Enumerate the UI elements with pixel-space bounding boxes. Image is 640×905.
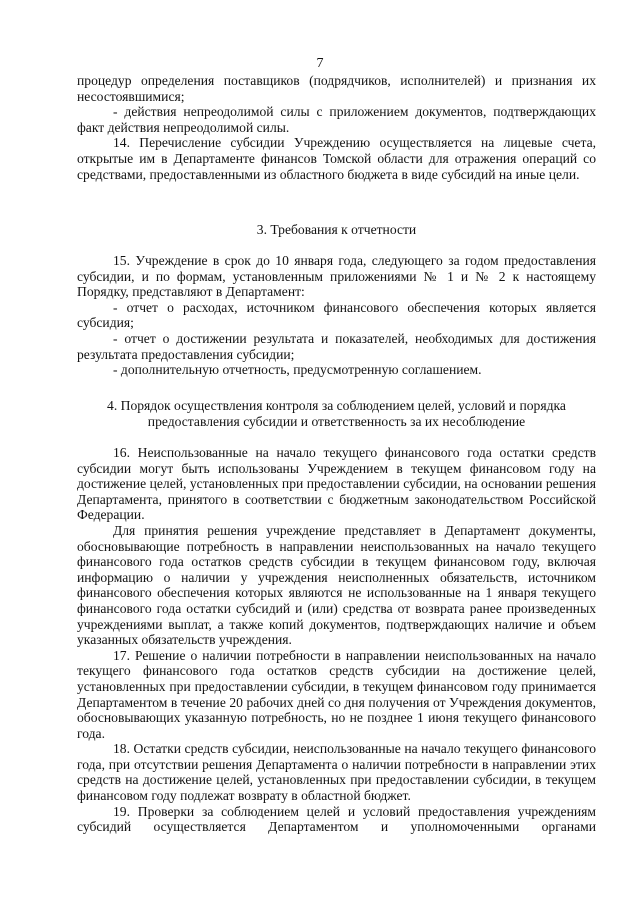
section-heading-3: 3. Требования к отчетности bbox=[256, 222, 417, 237]
paragraph: - действия непреодолимой силы с приложением документов, подтверждающих факт действия непреодолимой силы. bbox=[77, 104, 596, 135]
paragraph: 17. Решение о наличии потребности в направлении неиспользованных на начало текущего финансового года остатков средств субсидии на достижение целей, установленных при предоставлении субсидии, в текущем финансовом году принимается Департаментом в течение 20 рабочих дней со дня получения от Учреждения документов, обосновывающих указанную потребность, но не позднее 1 июня текущего финансового года. bbox=[77, 647, 596, 741]
text-block-2 bbox=[77, 253, 596, 378]
paragraph: - отчет о достижении результата и показателей, необходимых для достижения результата предоставления субсидии; bbox=[77, 330, 596, 362]
paragraph: - отчет о расходах, источником финансового обеспечения которых является субсидия; bbox=[77, 299, 596, 331]
paragraph: 14. Перечисление субсидии Учреждению осуществляется на лицевые счета, открытые им в Департаменте финансов Томской области для отражения операций со средствами, предоставленными из областного бюджета в виде субсидий на иные цели. bbox=[77, 135, 596, 182]
paragraph: 19. Проверки за соблюдением целей и условий предоставления учреждениям субсидий осуществляется Департаментом и уполномоченными органами bbox=[77, 803, 596, 835]
text-block-1 bbox=[77, 73, 596, 182]
text-block-3 bbox=[77, 445, 596, 835]
paragraph: 18. Остатки средств субсидии, неиспользованные на начало текущего финансового года, при отсутствии решения Департамента о наличии потребности в направлении этих средств на достижение целей, установленных при предоставлении субсидии, в текущем финансовом году подлежат возврату в областной бюджет. bbox=[77, 741, 596, 804]
paragraph: 15. Учреждение в срок до 10 января года, следующего за годом предоставления субсидии, и по формам, установленным приложениями № 1 и № 2 к настоящему Порядку, представляют в Департамент: bbox=[77, 253, 596, 300]
paragraph: 16. Неиспользованные на начало текущего финансового года остатки средств субсидии могут быть использованы Учреждением в текущем финансовом году на достижение целей, установленных при предоставлении субсидии, на основании решения Департамента, принятого в соответствии с бюджетным законодательством Российской Федерации. bbox=[77, 445, 596, 523]
paragraph: процедур определения поставщиков (подрядчиков, исполнителей) и признания их несостоявшимися; bbox=[77, 73, 596, 104]
page-number: 7 bbox=[316, 56, 324, 71]
paragraph: Для принятия решения учреждение представляет в Департамент документы, обосновывающие потребность в направлении неиспользованных на начало текущего финансового года остатков средств субсидии в текущем финансовом году, включая информацию о наличии у учреждения неисполненных обязательств, источником финансового обеспечения которых являются не использованные на 1 января текущего финансового года остатки субсидий и (или) средства от возврата ранее произведенных учреждениями выплат, а также копий документов, подтверждающих наличие и объем указанных обязательств учреждения. bbox=[77, 522, 596, 648]
paragraph: - дополнительную отчетность, предусмотренную соглашением. bbox=[113, 362, 482, 378]
section-heading-4: 4. Порядок осуществления контроля за соблюдением целей, условий и порядка предоставления субсидии и ответственность за их несоблюдение bbox=[107, 398, 566, 429]
